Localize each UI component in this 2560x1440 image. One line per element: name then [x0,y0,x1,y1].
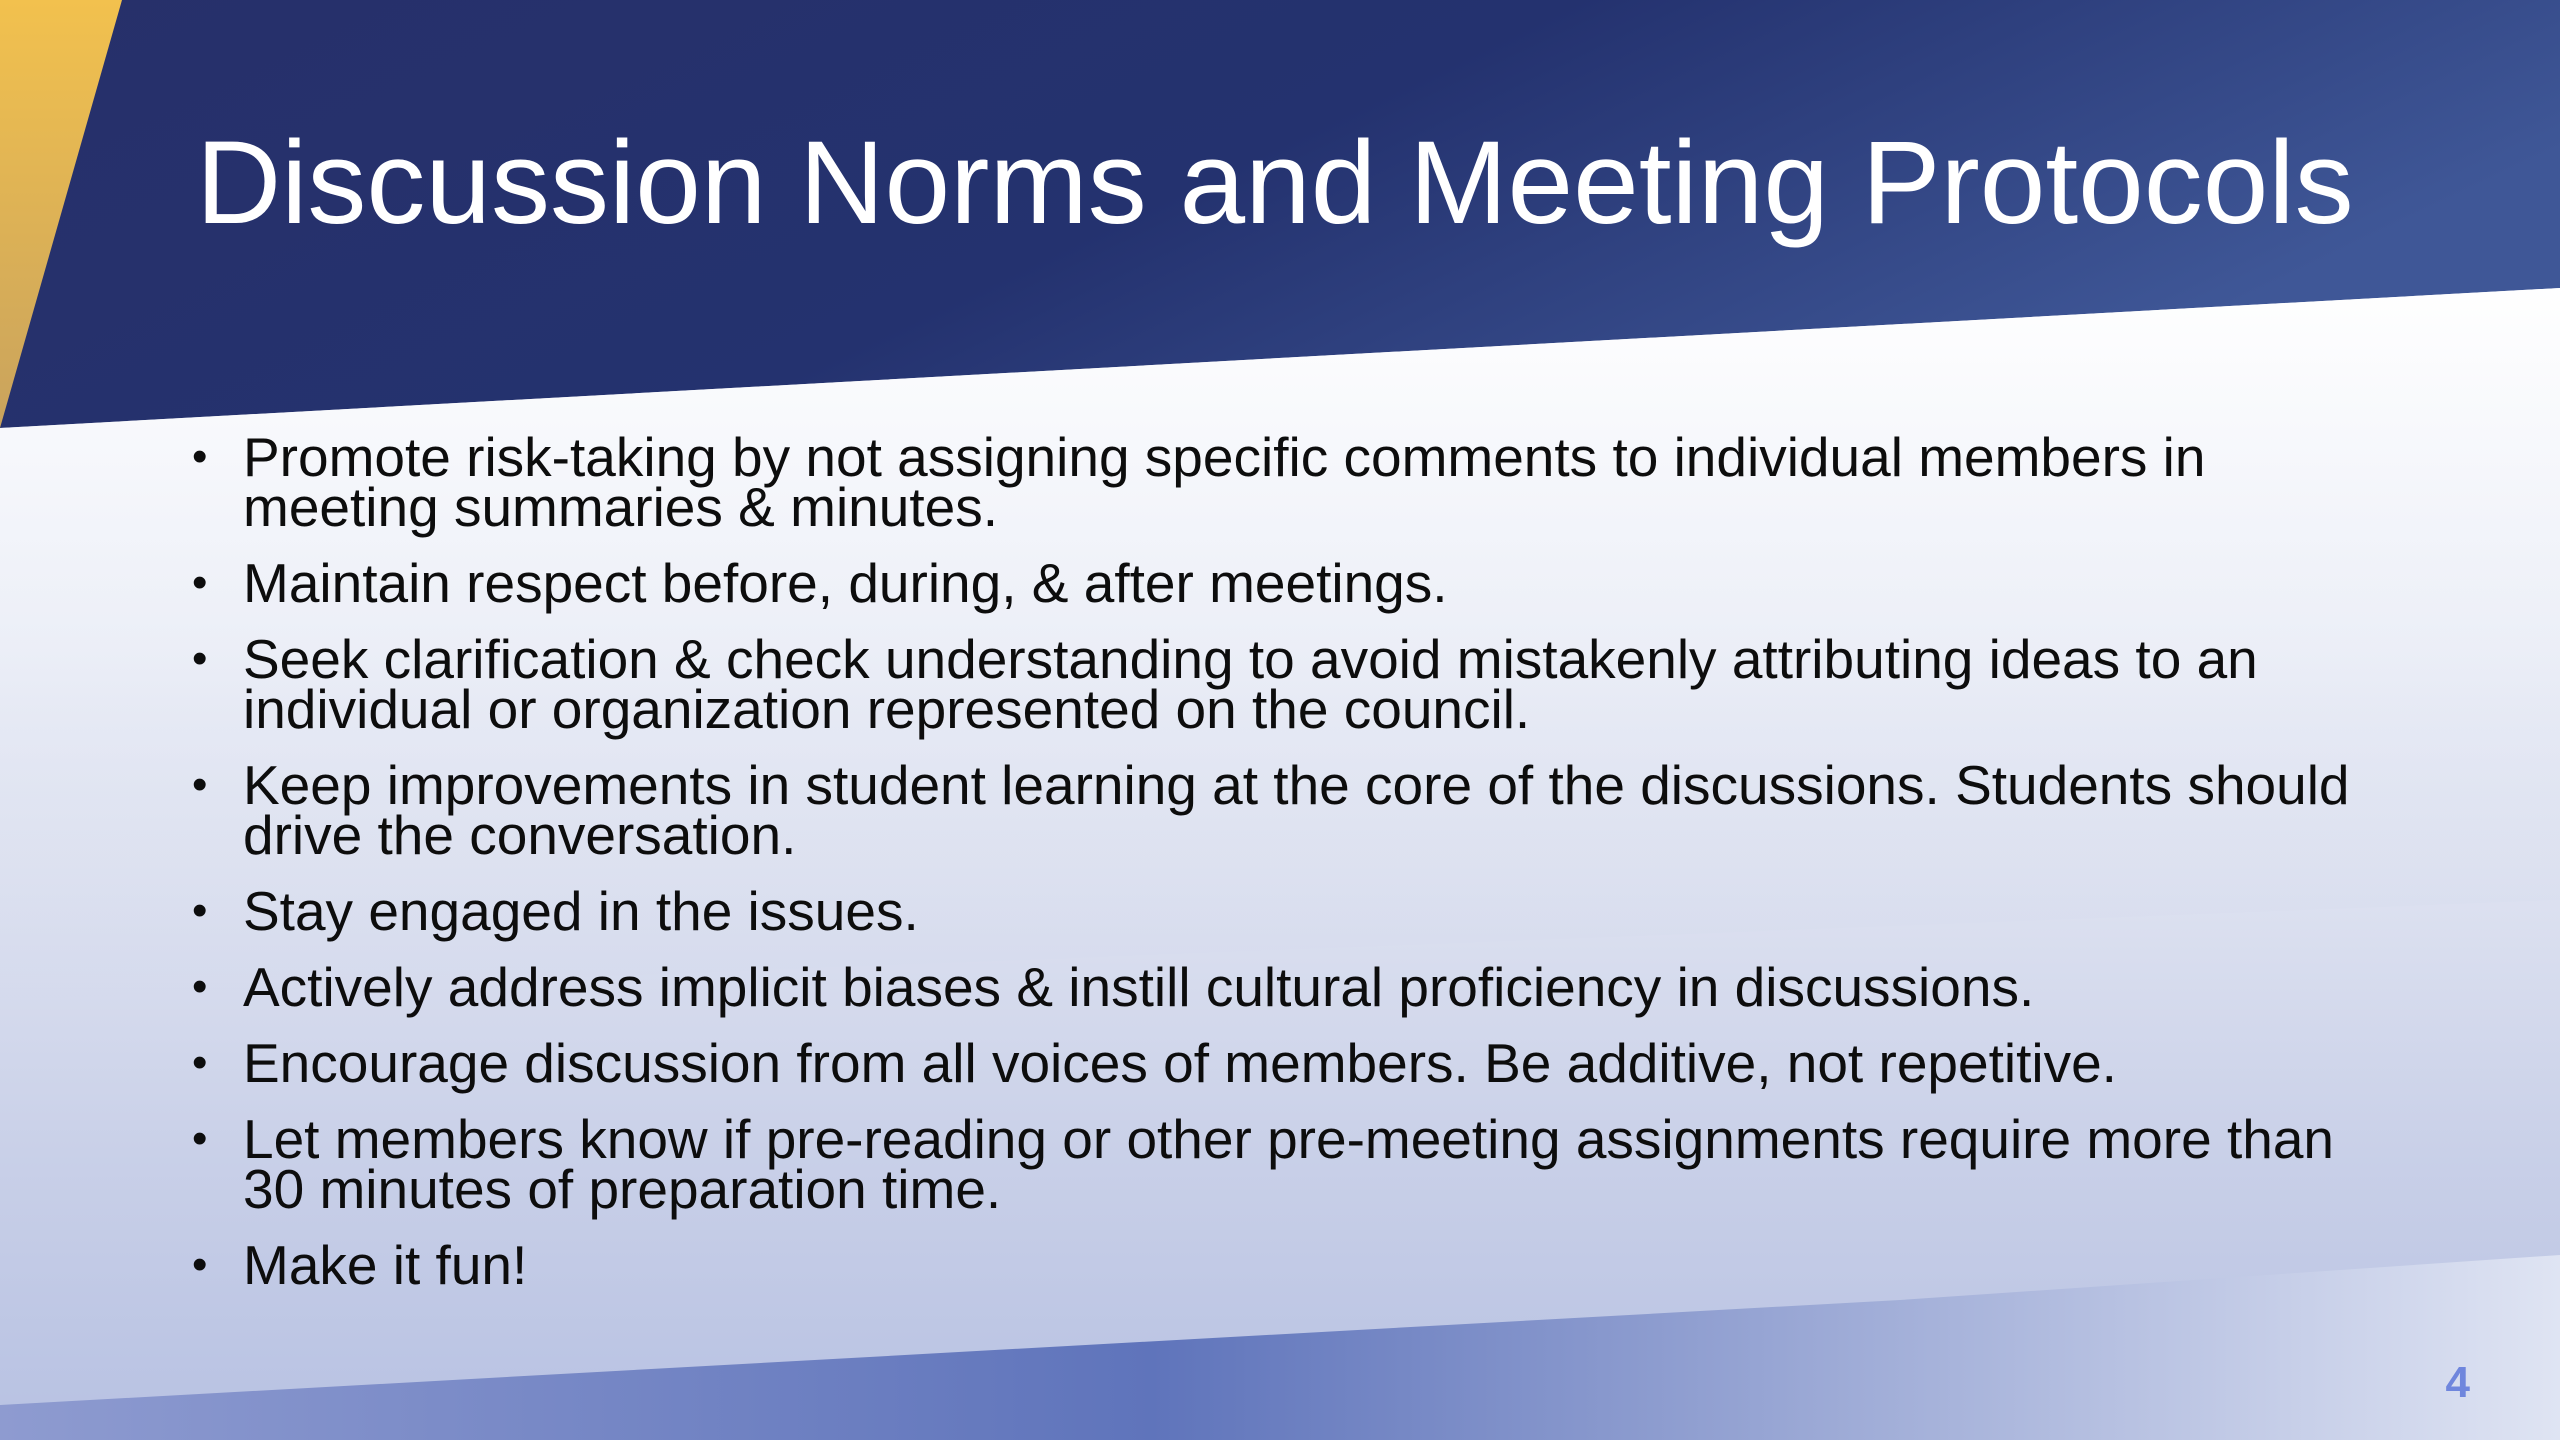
bullet-item [190,426,2370,538]
bullet-item [190,552,2370,614]
bullet-text: Maintain respect before, during, & after meetings. [243,552,1448,614]
bullet-icon: • [192,1038,208,1087]
bullet-item [190,956,2370,1018]
bullet-text: Keep improvements in student learning at the core of the discussions. Students should drive the conversation. [243,754,2350,866]
bullet-text: Seek clarification & check understanding to avoid mistakenly attributing ideas to an individual or organization represented on the council. [243,628,2258,740]
bullet-text: Stay engaged in the issues. [243,880,919,942]
bullet-icon: • [192,558,208,607]
bullet-text: Let members know if pre-reading or other pre-meeting assignments require more than 30 minutes of preparation time. [243,1108,2334,1220]
bullet-text: Actively address implicit biases & instill cultural proficiency in discussions. [243,956,2035,1018]
bullet-icon: • [192,1114,208,1163]
bullet-item [190,754,2370,866]
bullet-text: Promote risk-taking by not assigning specific comments to individual members in meeting summaries & minutes. [243,426,2206,538]
page-number: 4 [2445,1358,2470,1407]
bullet-icon: • [192,432,208,481]
bullet-icon: • [192,760,208,809]
bullet-icon: • [192,886,208,935]
bullet-item [190,1108,2370,1220]
bullet-text: Make it fun! [243,1234,528,1296]
bullet-item [190,1234,2370,1296]
bullet-item [190,628,2370,740]
bullet-icon: • [192,1240,208,1289]
slide-title: Discussion Norms and Meeting Protocols [196,117,2354,249]
bullet-list [190,426,2370,1316]
bullet-icon: • [192,962,208,1011]
bullet-item [190,880,2370,942]
bullet-text: Encourage discussion from all voices of members. Be additive, not repetitive. [243,1032,2117,1094]
bullet-icon: • [192,634,208,683]
bullet-item [190,1032,2370,1094]
